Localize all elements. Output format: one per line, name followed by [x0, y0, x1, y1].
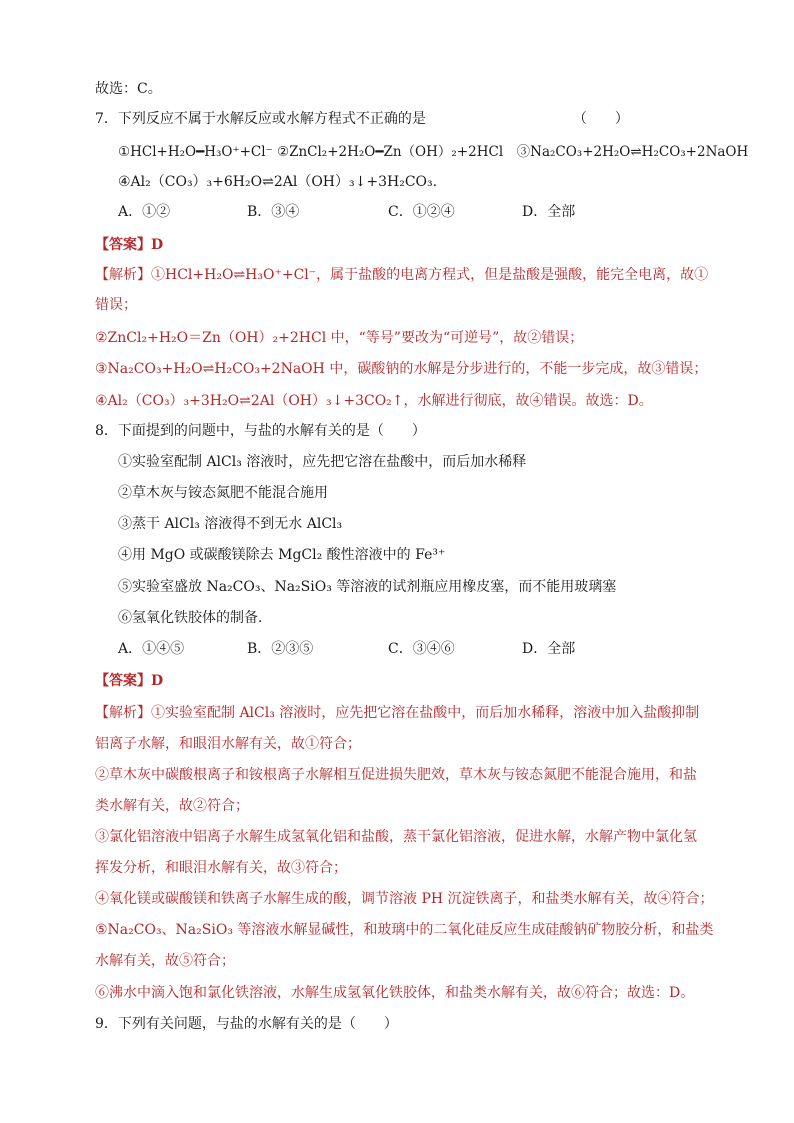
- q8-analysis-line-1: 【解析】①实验室配制 AlCl₃ 溶液时，应先把它溶在盐酸中，而后加水稀释，溶液中加入盐酸抑制: [95, 705, 700, 721]
- q8-option-c: C．③④⑥: [388, 641, 455, 657]
- q8-option-a: A．①④⑤: [118, 641, 185, 657]
- q8-analysis-line-9: 水解有关，故⑤符合；: [95, 953, 235, 969]
- q8-stem: 8．下面提到的问题中，与盐的水解有关的是（ ）: [95, 423, 426, 439]
- q7-equations-line-1: ①HCl+H₂O━H₃O⁺+Cl⁻ ②ZnCl₂+2H₂O━Zn（OH）₂+2HCl ③Na₂CO₃+2H₂O⇌H₂CO₃+2NaOH: [118, 144, 749, 160]
- q7-stem: 7．下列反应不属于水解反应或水解方程式不正确的是 （ ）: [95, 111, 629, 127]
- q8-analysis-line-2: 铝离子水解，和眼泪水解有关，故①符合；: [95, 736, 361, 752]
- q8-answer: 【答案】D: [95, 673, 164, 689]
- q8-item-5: ⑤实验室盛放 Na₂CO₃、Na₂SiO₃ 等溶液的试剂瓶应用橡皮塞，而不能用玻璃塞: [118, 579, 617, 595]
- q8-item-2: ②草木灰与铵态氮肥不能混合施用: [118, 485, 328, 501]
- q8-analysis-line-5: ③氯化铝溶液中铝离子水解生成氢氧化铝和盐酸，蒸干氯化铝溶液，促进水解，水解产物中氯化氢: [95, 829, 697, 845]
- q7-option-d: D．全部: [522, 204, 576, 220]
- q8-option-d: D．全部: [522, 641, 576, 657]
- q8-analysis-line-4: 类水解有关，故②符合；: [95, 798, 249, 814]
- q7-analysis-line-5: ④Al₂（CO₃）₃+3H₂O⇌2Al（OH）₃↓+3CO₂↑，水解进行彻底，故④错误。故选：D。: [95, 393, 653, 409]
- q7-analysis-line-2: 错误；: [95, 297, 137, 313]
- q8-analysis-line-8: ⑤Na₂CO₃、Na₂SiO₃ 等溶液水解显碱性，和玻璃中的二氧化硅反应生成硅酸钠矿物胶分析，和盐类: [95, 922, 714, 938]
- q7-option-b: B．③④: [247, 204, 300, 220]
- q7-option-a: A．①②: [118, 204, 171, 220]
- q8-analysis-line-7: ④氧化镁或碳酸镁和铁离子水解生成的酸，调节溶液 PH 沉淀铁离子，和盐类水解有关，故④符合；: [95, 891, 714, 907]
- q8-analysis-line-10: ⑥沸水中滴入饱和氯化铁溶液，水解生成氢氧化铁胶体，和盐类水解有关，故⑥符合；故选：D。: [95, 985, 695, 1001]
- q7-analysis-line-4: ③Na₂CO₃+H₂O⇌H₂CO₃+2NaOH 中，碳酸钠的水解是分步进行的，不能一步完成，故③错误；: [95, 361, 708, 377]
- q7-analysis-line-3: ②ZnCl₂+H₂O＝Zn（OH）₂+2HCl 中，“等号”要改为“可逆号”，故②错误；: [95, 330, 584, 346]
- q8-analysis-line-3: ②草木灰中碳酸根离子和铵根离子水解相互促进损失肥效，草木灰与铵态氮肥不能混合施用，和盐: [95, 767, 697, 783]
- q8-item-3: ③蒸干 AlCl₃ 溶液得不到无水 AlCl₃: [118, 516, 343, 532]
- q6-tail: 故选：C。: [95, 81, 162, 97]
- q8-analysis-line-6: 挥发分析，和眼泪水解有关，故③符合；: [95, 860, 347, 876]
- q9-stem: 9．下列有关问题，与盐的水解有关的是（ ）: [95, 1016, 398, 1032]
- q8-option-b: B．②③⑤: [247, 641, 314, 657]
- q7-option-c: C．①②④: [388, 204, 455, 220]
- q7-analysis-line-1: 【解析】①HCl+H₂O⇌H₃O⁺+Cl⁻，属于盐酸的电离方程式，但是盐酸是强酸，能完全电离，故①: [95, 267, 709, 283]
- q8-item-6: ⑥氢氧化铁胶体的制备．: [118, 610, 272, 626]
- q7-equations-line-2: ④Al₂（CO₃）₃+6H₂O⇌2Al（OH）₃↓+3H₂CO₃.: [118, 174, 438, 190]
- q8-item-4: ④用 MgO 或碳酸镁除去 MgCl₂ 酸性溶液中的 Fe³⁺: [118, 547, 446, 563]
- q7-answer: 【答案】D: [95, 237, 164, 253]
- q8-item-1: ①实验室配制 AlCl₃ 溶液时，应先把它溶在盐酸中，而后加水稀释: [118, 454, 527, 470]
